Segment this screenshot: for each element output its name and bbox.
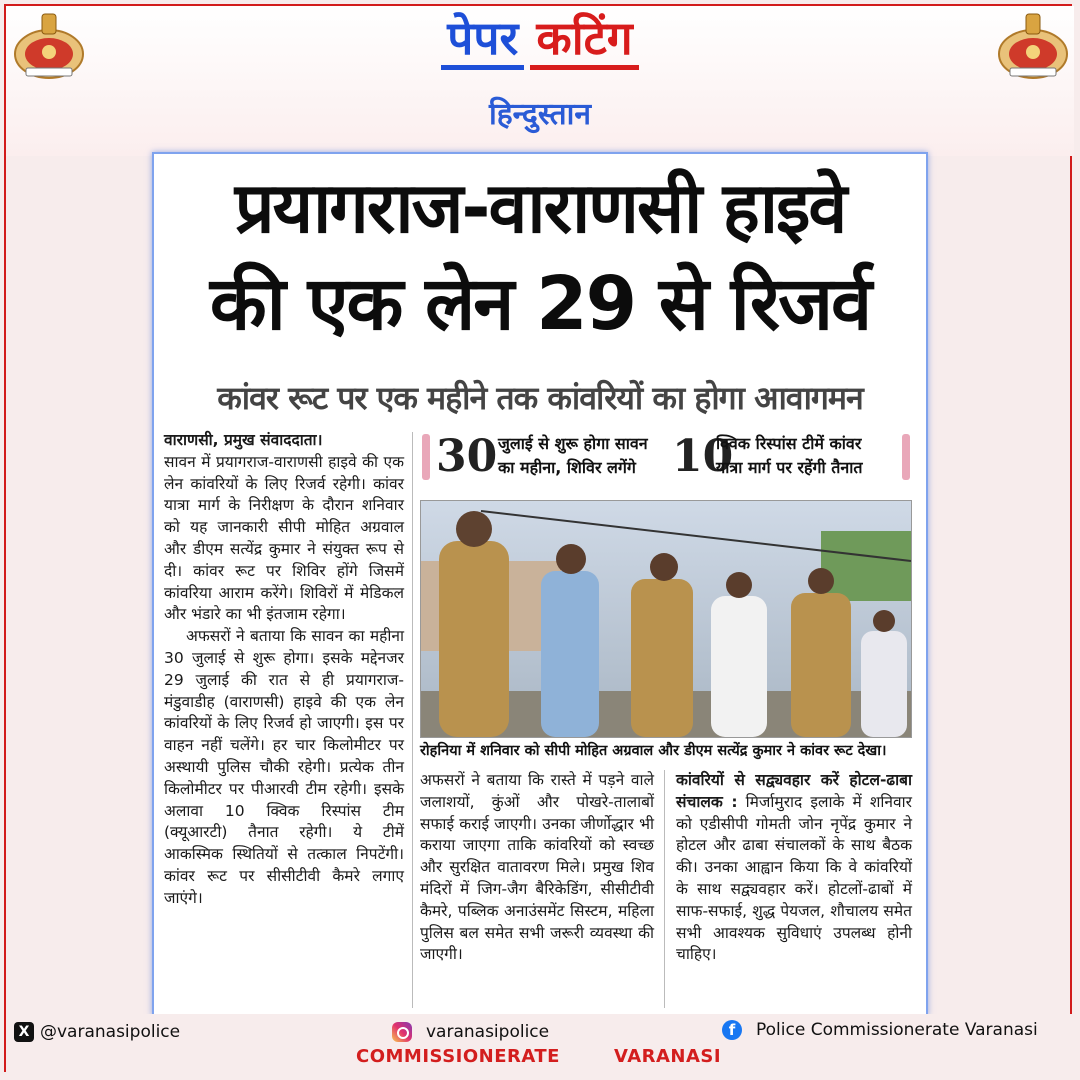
article-column-2: अफसरों ने बताया कि रास्ते में पड़ने वाले जलाशयों, कुंओं और पोखरे-तालाबों सफाई कराई जाएगी। उनका जीर्णोद्धार भी कराया जाएगा ताकि कांवरियों को स्वच्छ और सुरक्षित वातावरण मिले। प्रमुख शिव मंदिरों में जिग-जैग बैरिकेडिंग, सीसीटीवी कैमरे, पब्लिक अनाउंसमेंट सिस्टम, महिला पुलिस बल समेत सभी जरूरी व्यवस्था की जाएगी। [420, 771, 654, 964]
accent-bar [902, 434, 910, 480]
fact-text [716, 432, 863, 480]
fact-text-line: क्विक रिस्पांस टीमें कांवर [716, 434, 862, 453]
instagram-handle: varanasipolice [426, 1022, 550, 1042]
fact-text-line: का महीना, शिविर लगेंगे [498, 458, 636, 477]
fact-text-line: जुलाई से शुरू होगा सावन [498, 434, 648, 453]
paragraph: सावन में प्रयागराज-वाराणसी हाइवे की एक लेन कांवरियों के लिए रिजर्व रहेगी। कांवर यात्रा मार्ग के निरीक्षण के दौरान शनिवार को यह जानकारी सीपी मोहित अग्रवाल और डीएम सत्येंद्र कुमार ने संयुक्त रूप से दी। कांवर रूट पर शिविर होंगे जिसमें कांवरिया आराम करेंगे। शिविरों में मेडिकल और भंडारे का भी इंतजाम रहेगा। [164, 452, 404, 624]
fact-box-1 [436, 430, 666, 484]
x-link[interactable] [14, 1022, 180, 1042]
news-photo [420, 500, 912, 738]
headline-line-2: की एक लेन 29 से रिजर्व [209, 261, 871, 347]
paragraph: अफसरों ने बताया कि सावन का महीना 30 जुलाई से शुरू होगा। इसके मद्देनजर 29 जुलाई की रात से ही प्रयागराज-मंडुवाडीह (वाराणसी) हाइवे की एक लेन कांवरियों के लिए रिजर्व हो जाएगी। इस पर वाहन नहीं चलेंगे। हर चार किलोमीटर पर अस्थायी पुलिस चौकी रहेगी। प्रत्येक तीन किलोमीटर पर पीआरवी टीम रहेगी। इसके अलावा 10 क्विक रिस्पांस टीम (क्यूआरटी) तैनात रहेगी। ये टीमें आकस्मिक स्थितियों से तत्काल निपटेंगी। कांवर रूट पर सीसीटीवी कैमरे लगाए जाएंगे। [164, 627, 404, 907]
fact-text [498, 432, 648, 480]
accent-bar [422, 434, 430, 480]
x-logo-icon: X [14, 1022, 34, 1042]
x-handle: @varanasipolice [40, 1022, 181, 1042]
facebook-icon: f [722, 1020, 742, 1040]
subheadline: कांवर रूट पर एक महीने तक कांवरियों का होगा आवागमन [217, 379, 863, 417]
title-part-2: कटिंग [530, 11, 638, 70]
column-divider [664, 770, 665, 1008]
photo-caption: रोहनिया में शनिवार को सीपी मोहित अग्रवाल और डीएम सत्येंद्र कुमार ने कांवर रूट देखा। [420, 743, 887, 759]
fact-boxes [422, 430, 910, 488]
facebook-link[interactable] [722, 1020, 1038, 1040]
section-lead: कांवरियों से सद्व्यवहार करें होटल-ढाबा संचालक : [676, 771, 912, 811]
dateline: वाराणसी, प्रमुख संवाददाता। [164, 431, 323, 449]
fact-number: 10 [672, 431, 734, 482]
instagram-link[interactable] [392, 1022, 549, 1042]
title-part-1: पेपर [441, 11, 524, 70]
headline [154, 160, 926, 352]
fact-number: 30 [436, 431, 498, 482]
page-title [0, 6, 1080, 70]
fact-text-line: यात्रा मार्ग पर रहेंगी तैनात [716, 458, 863, 477]
headline-line-1: प्रयागराज-वाराणसी हाइवे [234, 167, 846, 249]
brand-commissionerate: COMMISSIONERATE [356, 1046, 560, 1067]
newspaper-clipping [152, 152, 928, 1016]
article-column-3 [676, 770, 912, 966]
column-divider [412, 432, 413, 1008]
brand-varanasi: VARANASI [614, 1046, 722, 1067]
newspaper-source: हिन्दुस्तान [488, 97, 592, 132]
instagram-icon [392, 1022, 412, 1042]
article-column-1 [164, 430, 404, 910]
fact-box-2 [672, 430, 892, 484]
facebook-page: Police Commissionerate Varanasi [756, 1020, 1038, 1040]
paragraph: मिर्जामुराद इलाके में शनिवार को एडीसीपी गोमती जोन नृपेंद्र कुमार ने होटल और ढाबा संचालकों के साथ बैठक की। उनका आह्वान किया कि वे कांवरियों के साथ सद्व्यवहार करें। होटलों-ढाबों में साफ-सफाई, शुद्ध पेयजल, शौचालय समेत सभी आवश्यक सुविधाएं उपलब्ध होनी चाहिए। [676, 792, 913, 964]
